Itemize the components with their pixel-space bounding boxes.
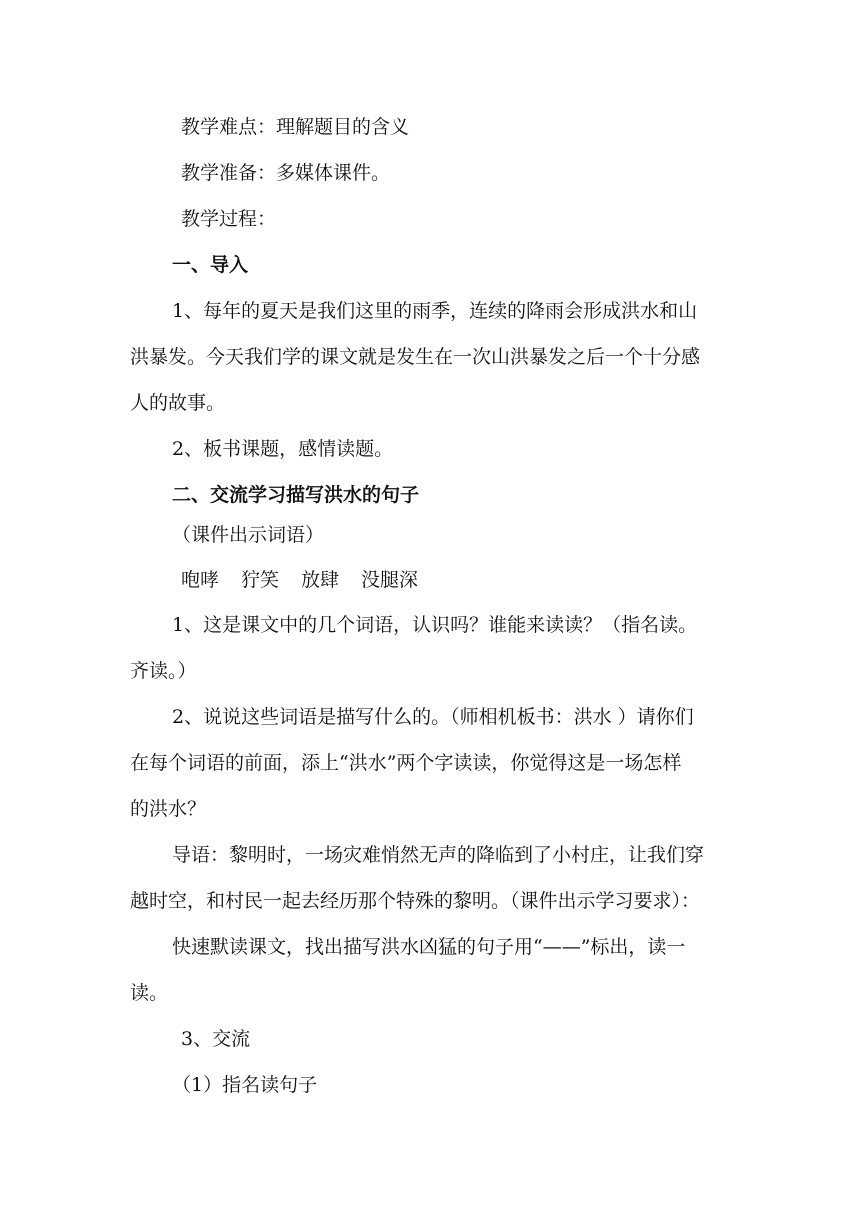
teaching-process-label: 教学过程： bbox=[181, 208, 277, 230]
vocab-word: 没腿深 bbox=[361, 569, 419, 591]
paragraph-line: 1、这是课文中的几个词语，认识吗？谁能来读读？（指名读。 bbox=[172, 614, 698, 636]
paragraph-line: 人的故事。 bbox=[130, 392, 226, 414]
paragraph-line: 的洪水？ bbox=[130, 798, 207, 820]
paragraph-line: 快速默读课文，找出描写洪水凶猛的句子用“——”标出，读一 bbox=[172, 936, 686, 958]
paragraph-line: 洪暴发。今天我们学的课文就是发生在一次山洪暴发之后一个十分感 bbox=[130, 346, 701, 368]
vocab-word: 咆哮 bbox=[181, 569, 220, 591]
section-heading-intro: 一、导入 bbox=[172, 254, 249, 276]
step-heading: 3、交流 bbox=[181, 1028, 251, 1050]
vocab-word: 放肆 bbox=[301, 569, 340, 591]
teaching-preparation: 教学准备：多媒体课件。 bbox=[181, 162, 391, 184]
paragraph-line: 2、说说这些词语是描写什么的。（师相机板书：洪水 ）请你们 bbox=[172, 706, 694, 728]
paragraph-line: 导语：黎明时，一场灾难悄然无声的降临到了小村庄，让我们穿 bbox=[172, 844, 705, 866]
step-subitem: （1）指名读句子 bbox=[172, 1074, 318, 1096]
paragraph-line: 在每个词语的前面，添上“洪水”两个字读读，你觉得这是一场怎样 bbox=[130, 752, 682, 774]
paragraph-line: 1、每年的夏天是我们这里的雨季，连续的降雨会形成洪水和山 bbox=[172, 300, 698, 322]
section-heading-flood-sentences: 二、交流学习描写洪水的句子 bbox=[172, 484, 420, 506]
paragraph-line: 2、板书课题，感情读题。 bbox=[172, 438, 394, 460]
vocab-word: 狞笑 bbox=[241, 569, 280, 591]
paragraph-line: 读。 bbox=[130, 982, 169, 1004]
paragraph-line: 齐读。） bbox=[130, 660, 197, 682]
vocab-list bbox=[181, 567, 440, 593]
courseware-note: （课件出示词语） bbox=[172, 524, 325, 546]
paragraph-line: 越时空，和村民一起去经历那个特殊的黎明。（课件出示学习要求）： bbox=[130, 890, 701, 912]
teaching-difficulty: 教学难点：理解题目的含义 bbox=[181, 116, 410, 138]
